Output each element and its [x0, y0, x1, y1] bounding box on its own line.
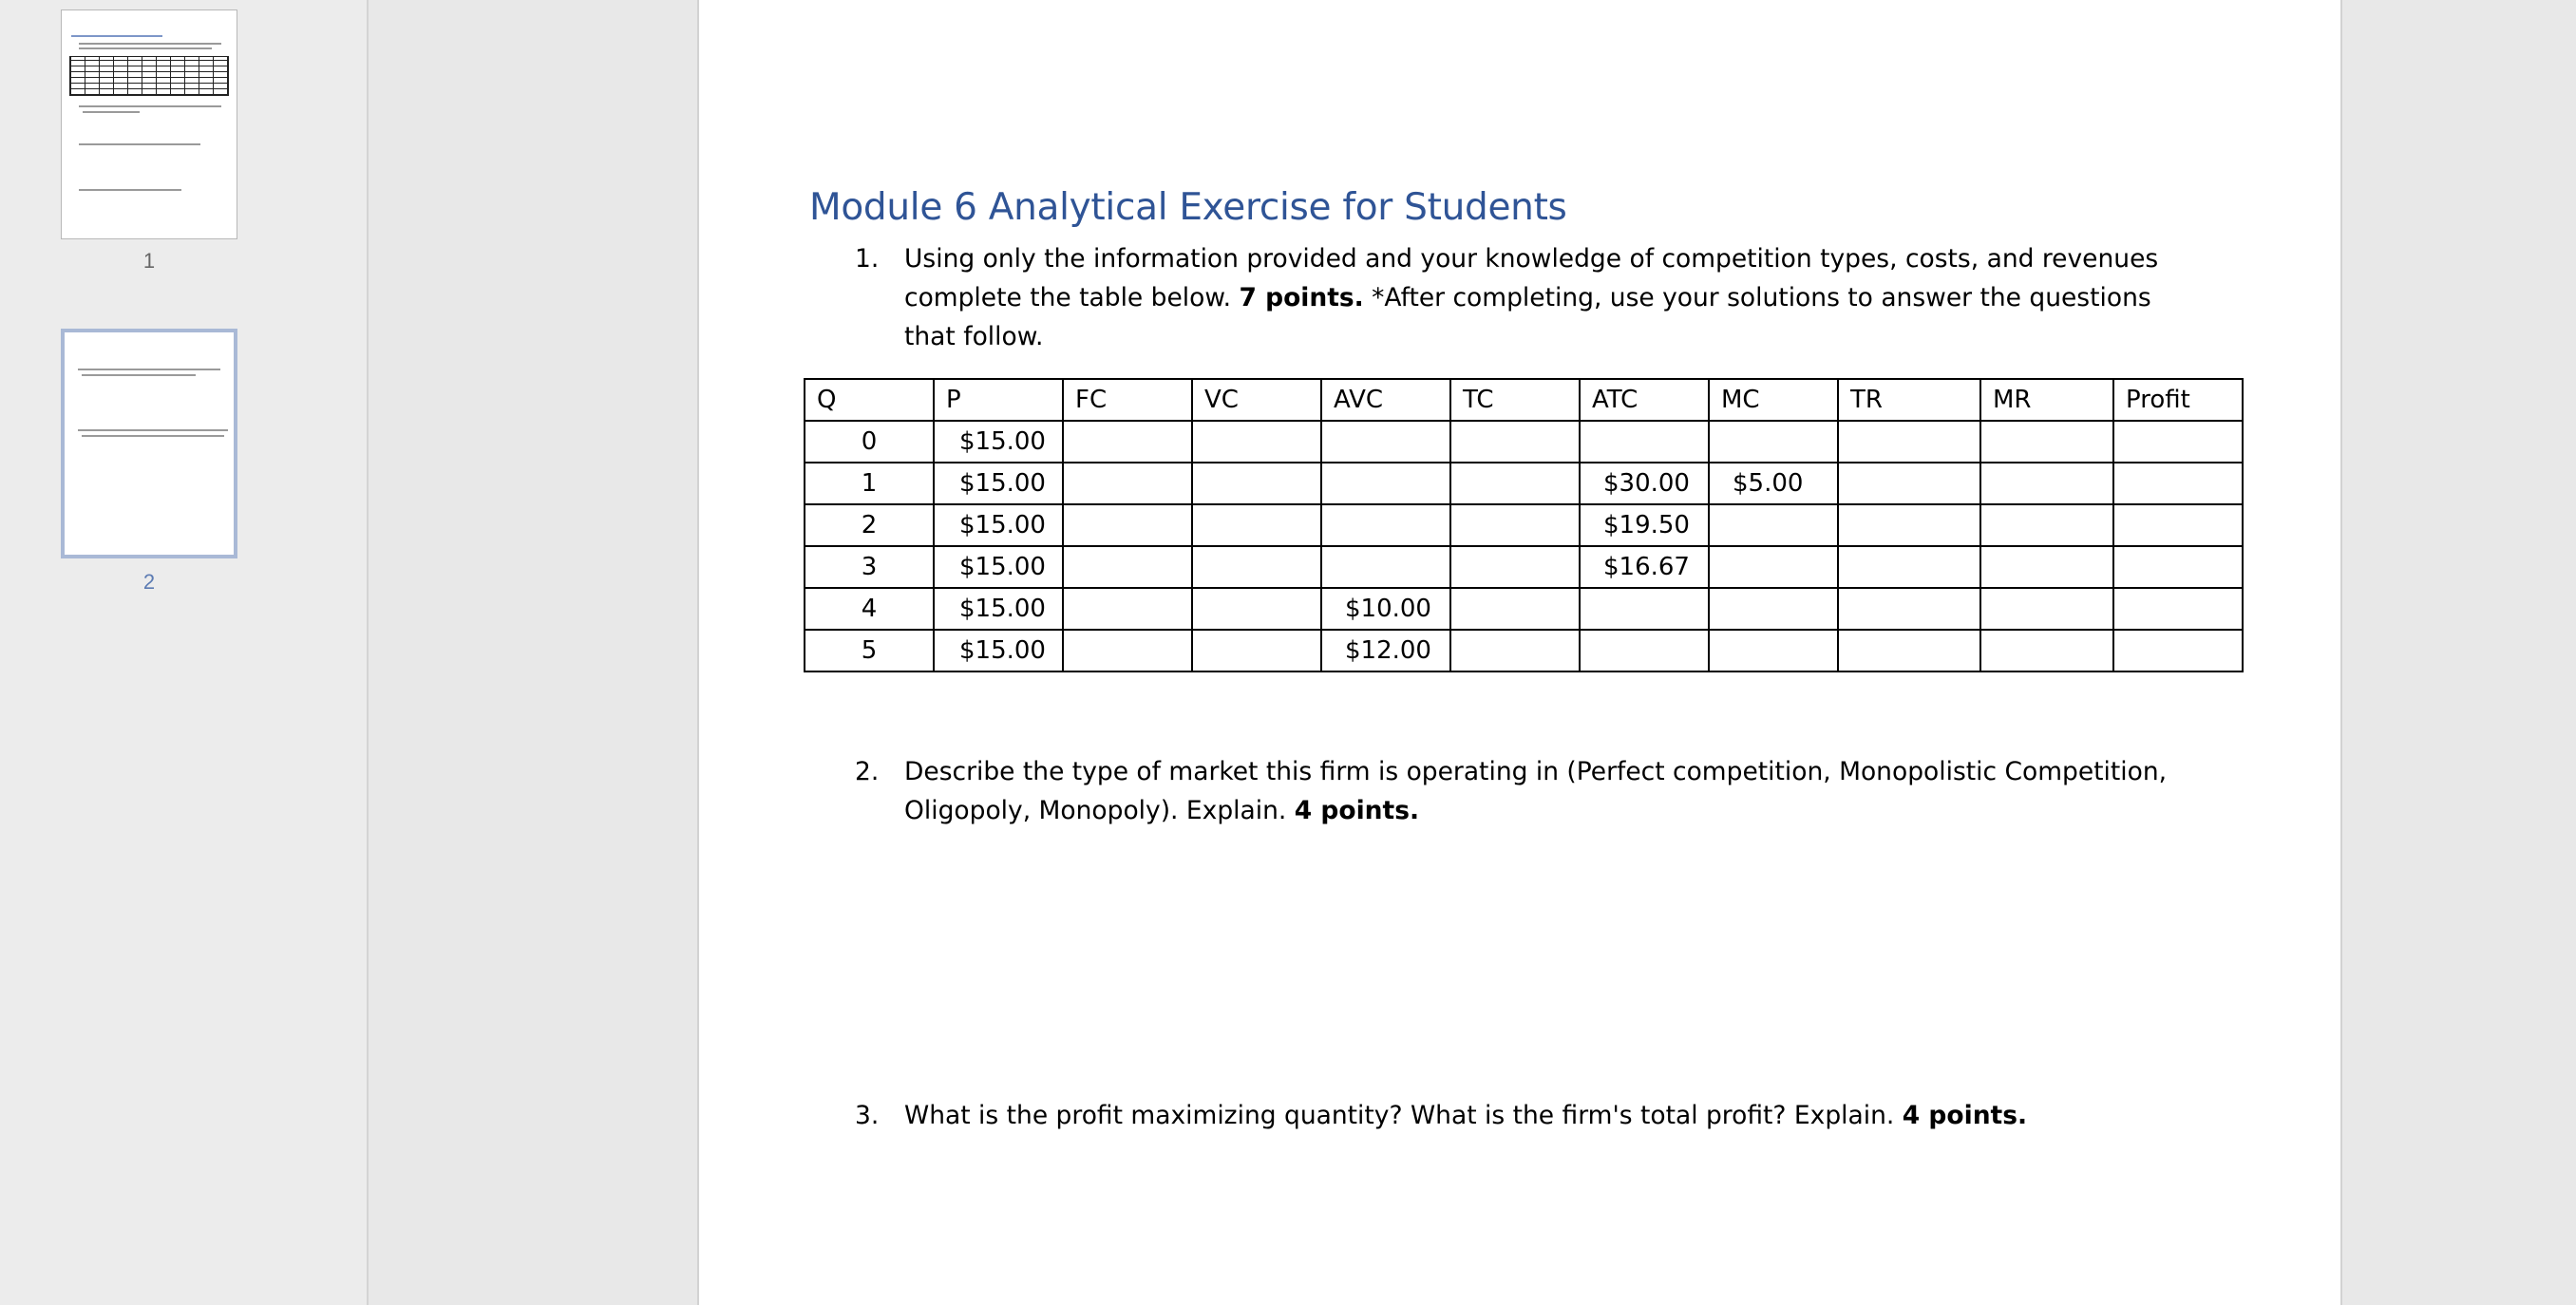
page-thumbnail-1[interactable] — [61, 9, 237, 239]
column-header: P — [934, 379, 1063, 421]
table-cell[interactable] — [1838, 463, 1980, 504]
table-cell[interactable] — [2113, 588, 2243, 630]
table-cell[interactable]: $12.00 — [1321, 630, 1450, 671]
table-row — [805, 630, 2243, 671]
table-cell[interactable] — [1321, 421, 1450, 463]
question-number: 3. — [855, 1101, 880, 1130]
table-cell[interactable] — [1063, 546, 1192, 588]
table-cell[interactable]: $15.00 — [934, 421, 1063, 463]
table-cell[interactable] — [2113, 630, 2243, 671]
table-cell[interactable] — [1709, 421, 1838, 463]
table-cell[interactable] — [1709, 504, 1838, 546]
table-cell[interactable] — [1450, 463, 1580, 504]
table-cell[interactable]: 0 — [805, 421, 934, 463]
table-cell[interactable] — [1321, 504, 1450, 546]
table-cell[interactable] — [1980, 421, 2113, 463]
cost-revenue-table — [804, 378, 2244, 672]
question-text: Describe the type of market this firm is operating in (Perfect competition, Monopolistic Competition, Oligopoly, Monopoly). Explain. — [904, 757, 2168, 825]
table-header-row — [805, 379, 2243, 421]
table-cell[interactable] — [1321, 463, 1450, 504]
table-body — [805, 421, 2243, 671]
table-cell[interactable] — [2113, 463, 2243, 504]
table-cell[interactable] — [1709, 546, 1838, 588]
table-cell[interactable] — [1063, 588, 1192, 630]
table-cell[interactable]: 4 — [805, 588, 934, 630]
column-header: Q — [805, 379, 934, 421]
table-cell[interactable]: $15.00 — [934, 588, 1063, 630]
table-cell[interactable]: $19.50 — [1580, 504, 1709, 546]
table-cell[interactable] — [1192, 588, 1321, 630]
table-cell[interactable] — [1980, 546, 2113, 588]
table-cell[interactable]: $5.00 — [1709, 463, 1838, 504]
table-cell[interactable] — [1192, 421, 1321, 463]
table-cell[interactable] — [1838, 630, 1980, 671]
column-header: Profit — [2113, 379, 2243, 421]
table-cell[interactable] — [2113, 421, 2243, 463]
page-thumbnail-2[interactable] — [61, 329, 237, 558]
table-cell[interactable] — [1063, 630, 1192, 671]
question-points: 4 points. — [1902, 1101, 2028, 1130]
table-cell[interactable] — [1709, 630, 1838, 671]
page-thumbnail-2-label: 2 — [142, 570, 156, 594]
table-cell[interactable] — [1450, 504, 1580, 546]
table-cell[interactable]: $15.00 — [934, 630, 1063, 671]
table-row — [805, 504, 2243, 546]
table-cell[interactable] — [1580, 421, 1709, 463]
question-points: 4 points. — [1294, 796, 1420, 825]
column-header: MR — [1980, 379, 2113, 421]
table-cell[interactable] — [2113, 546, 2243, 588]
table-cell[interactable] — [1980, 630, 2113, 671]
table-cell[interactable] — [1709, 588, 1838, 630]
column-header: MC — [1709, 379, 1838, 421]
column-header: TR — [1838, 379, 1980, 421]
column-header: TC — [1450, 379, 1580, 421]
table-cell[interactable] — [1980, 504, 2113, 546]
table-cell[interactable] — [1450, 421, 1580, 463]
table-cell[interactable]: $15.00 — [934, 504, 1063, 546]
table-cell[interactable] — [1838, 421, 1980, 463]
question-points: 7 points. — [1239, 283, 1364, 312]
table-row — [805, 588, 2243, 630]
table-cell[interactable] — [1838, 546, 1980, 588]
table-cell[interactable] — [1580, 588, 1709, 630]
table-cell[interactable] — [1580, 630, 1709, 671]
document-title: Module 6 Analytical Exercise for Students — [809, 186, 1567, 229]
page-thumbnail-pane — [0, 0, 369, 1305]
table-cell[interactable]: $10.00 — [1321, 588, 1450, 630]
table-cell[interactable]: 5 — [805, 630, 934, 671]
table-cell[interactable]: 2 — [805, 504, 934, 546]
table-cell[interactable] — [1192, 504, 1321, 546]
table-cell[interactable] — [1192, 546, 1321, 588]
table-cell[interactable]: $15.00 — [934, 546, 1063, 588]
table-cell[interactable] — [1980, 588, 2113, 630]
table-cell[interactable]: 1 — [805, 463, 934, 504]
document-canvas[interactable] — [369, 0, 2576, 1305]
question-number: 1. — [855, 244, 880, 274]
table-cell[interactable] — [1838, 588, 1980, 630]
table-cell[interactable] — [1450, 588, 1580, 630]
question-text-continued: *After completing, use your solutions to answer the questions that follow. — [904, 283, 2151, 351]
column-header: AVC — [1321, 379, 1450, 421]
question-number: 2. — [855, 757, 880, 786]
table-cell[interactable] — [1321, 546, 1450, 588]
table-cell[interactable] — [1450, 630, 1580, 671]
table-cell[interactable] — [1063, 421, 1192, 463]
table-row — [805, 546, 2243, 588]
table-row — [805, 463, 2243, 504]
document-page[interactable] — [697, 0, 2342, 1305]
table-cell[interactable] — [2113, 504, 2243, 546]
table-cell[interactable]: $30.00 — [1580, 463, 1709, 504]
question-text: What is the profit maximizing quantity? What is the firm's total profit? Explain. — [904, 1101, 1903, 1130]
table-cell[interactable] — [1450, 546, 1580, 588]
table-cell[interactable]: $15.00 — [934, 463, 1063, 504]
page-thumbnail-1-label: 1 — [142, 249, 156, 273]
column-header: ATC — [1580, 379, 1709, 421]
table-row — [805, 421, 2243, 463]
column-header: FC — [1063, 379, 1192, 421]
table-cell[interactable] — [1192, 463, 1321, 504]
column-header: VC — [1192, 379, 1321, 421]
table-cell[interactable] — [1063, 504, 1192, 546]
table-cell[interactable] — [1063, 463, 1192, 504]
table-cell[interactable] — [1838, 504, 1980, 546]
table-cell[interactable] — [1980, 463, 2113, 504]
question-text: Using only the information provided and your knowledge of competition types, costs, and revenues complete the table below. — [904, 244, 2159, 312]
table-cell[interactable]: 3 — [805, 546, 934, 588]
table-cell[interactable]: $16.67 — [1580, 546, 1709, 588]
table-cell[interactable] — [1192, 630, 1321, 671]
